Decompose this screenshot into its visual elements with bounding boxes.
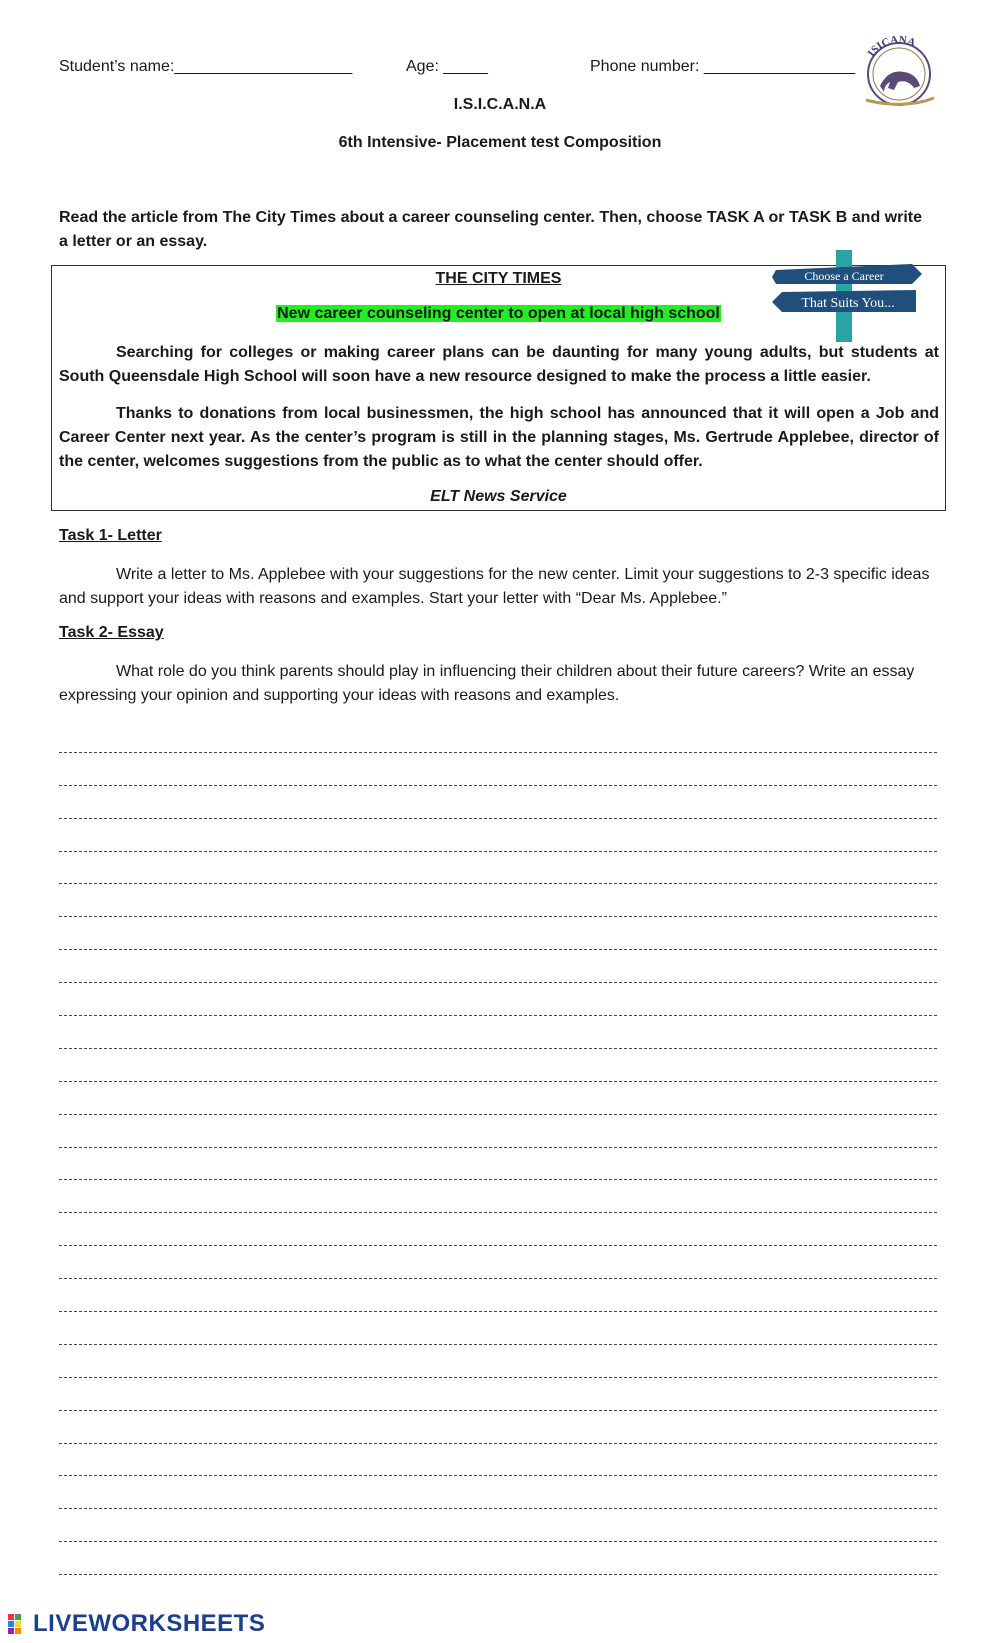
writing-line[interactable] xyxy=(59,819,937,852)
article-paragraph-1: Searching for colleges or making career plans can be daunting for many young adults, but students at South Queensdale High School will soon have a new resource designed to make the process a little easier. xyxy=(59,344,939,385)
liveworksheets-brand: LIVEWORKSHEETS xyxy=(33,1610,266,1637)
writing-line[interactable] xyxy=(59,720,937,753)
article-headline: New career counseling center to open at local high school xyxy=(277,305,720,322)
article-byline: ELT News Service xyxy=(430,488,567,505)
writing-line[interactable] xyxy=(59,1180,937,1213)
svg-text:ISICANA xyxy=(866,36,918,59)
writing-line[interactable] xyxy=(59,1444,937,1477)
task2-body: What role do you think parents should play in influencing their children about their future careers? Write an essay expressing your opinion and supporting your ideas with reasons and examples. xyxy=(59,663,915,704)
student-name-field[interactable]: Student’s name:____________________ xyxy=(59,58,353,75)
writing-line[interactable] xyxy=(59,1049,937,1082)
page-title: I.S.I.C.A.N.A xyxy=(453,96,547,113)
writing-line[interactable] xyxy=(59,1279,937,1312)
writing-line[interactable] xyxy=(59,1082,937,1115)
writing-line[interactable] xyxy=(59,753,937,786)
writing-line[interactable] xyxy=(59,1509,937,1542)
writing-line[interactable] xyxy=(59,1542,937,1575)
liveworksheets-logo-icon xyxy=(8,1612,30,1638)
task1-title: Task 1- Letter xyxy=(59,527,162,544)
writing-line[interactable] xyxy=(59,786,937,819)
sign-bottom-text: That Suits You... xyxy=(801,296,895,311)
writing-line[interactable] xyxy=(59,1246,937,1279)
task2-title: Task 2- Essay xyxy=(59,624,164,641)
phone-number-field[interactable]: Phone number: _________________ xyxy=(590,58,856,75)
article-paragraph-2: Thanks to donations from local businessmen, the high school has announced that it will open a Job and Career Center next year. As the center’s program is still in the planning stages, Ms. Gertrude Applebee, director of the center, welcomes suggestions from the public as to what the center should offer. xyxy=(59,405,939,470)
writing-line[interactable] xyxy=(59,1016,937,1049)
sign-top-text: Choose a Career xyxy=(804,269,884,283)
writing-line[interactable] xyxy=(59,1378,937,1411)
page-subtitle: 6th Intensive- Placement test Composition xyxy=(338,134,662,151)
writing-line[interactable] xyxy=(59,1148,937,1181)
writing-line[interactable] xyxy=(59,884,937,917)
writing-area[interactable] xyxy=(59,720,937,1575)
writing-line[interactable] xyxy=(59,917,937,950)
age-field[interactable]: Age: _____ xyxy=(406,58,488,75)
logo-text: ISICANA xyxy=(865,36,918,60)
writing-line[interactable] xyxy=(59,1213,937,1246)
instructions: Read the article from The City Times about a career counseling center. Then, choose TASK A or TASK B and write a letter or an essay. xyxy=(59,209,923,250)
writing-line[interactable] xyxy=(59,1411,937,1444)
writing-line[interactable] xyxy=(59,983,937,1016)
writing-line[interactable] xyxy=(59,1115,937,1148)
writing-line[interactable] xyxy=(59,950,937,983)
task1-body: Write a letter to Ms. Applebee with your suggestions for the new center. Limit your suggestions to 2-3 specific ideas and support your ideas with reasons and examples. Start your letter with “Dear Ms. Applebee.” xyxy=(59,566,930,607)
writing-line[interactable] xyxy=(59,1476,937,1509)
career-signpost-image xyxy=(772,250,922,342)
writing-line[interactable] xyxy=(59,1345,937,1378)
writing-line[interactable] xyxy=(59,852,937,885)
newspaper-name: THE CITY TIMES xyxy=(435,270,562,287)
writing-line[interactable] xyxy=(59,1312,937,1345)
